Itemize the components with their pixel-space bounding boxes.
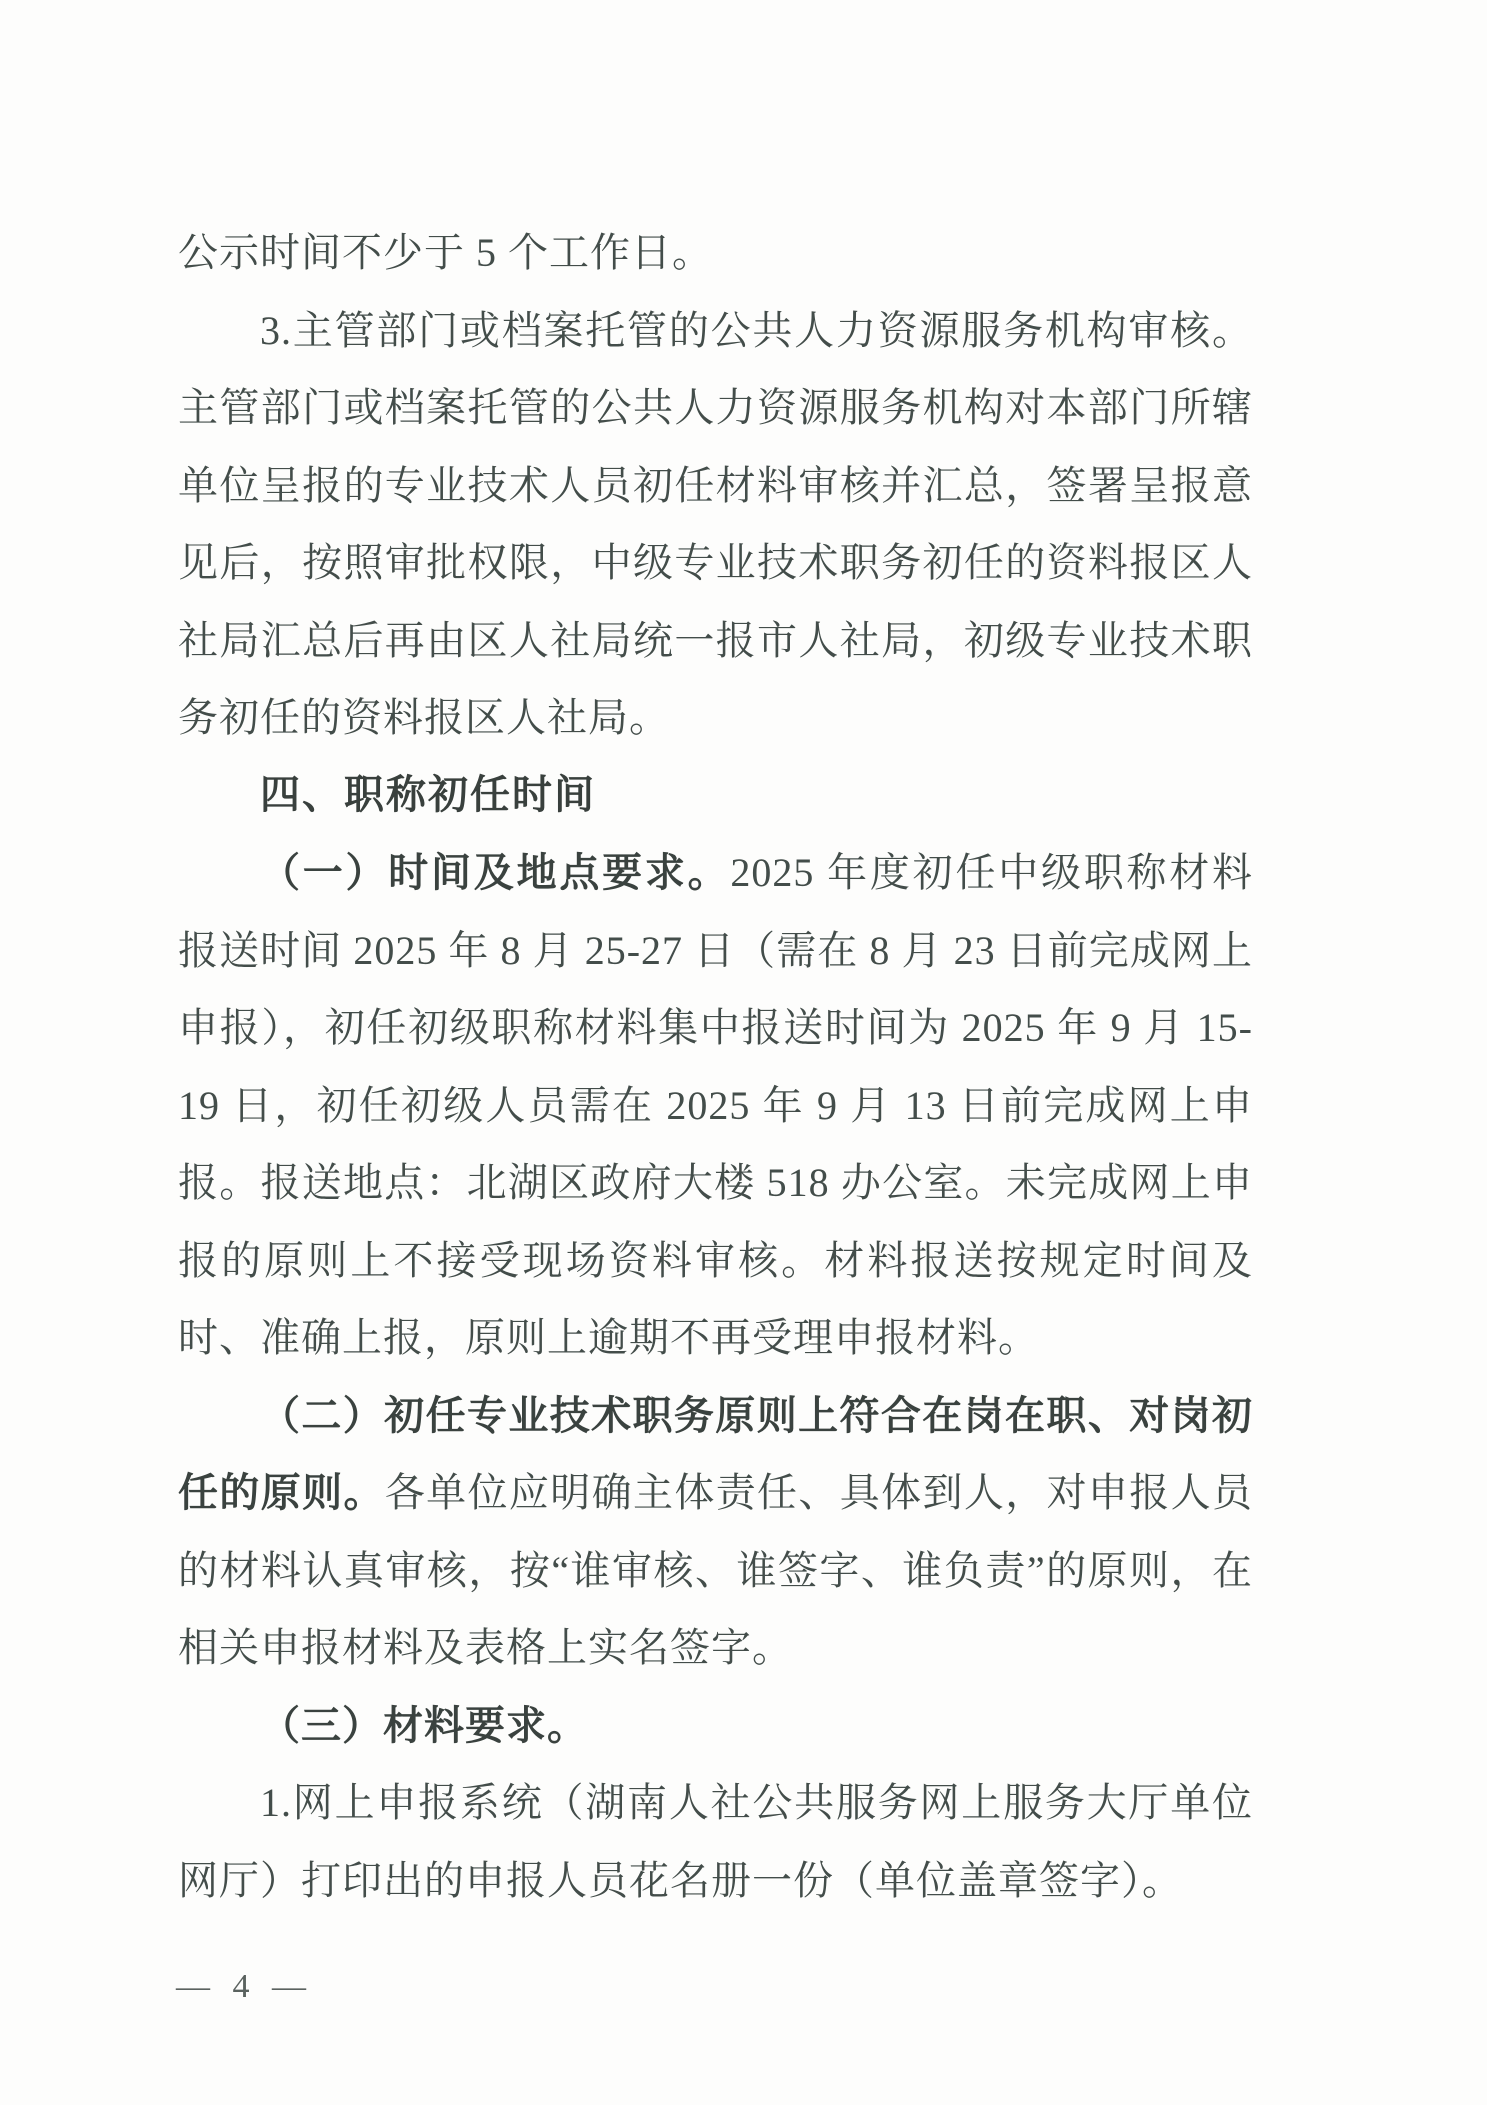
paragraph-lead-time-and-place: （一）时间及地点要求。: [260, 850, 731, 895]
paragraph-lead-principle: （二）初任专业技术职务原则上符合在岗在职、对岗初任的原则。: [178, 1392, 1253, 1515]
paragraph-time-and-place: [178, 834, 1253, 1377]
section-heading-appointment-time: 四、职称初任时间: [260, 772, 596, 817]
paragraph-body-time-and-place: 2025 年度初任中级职称材料报送时间 2025 年 8 月 25-27 日（需在 8 月 23 日前完成网上申报），初任初级职称材料集中报送时间为 2025 年 9 月 15-19 日，初任初级人员需在 2025 年 9 月 13 日前完成网上申报。报送地点：北湖区政府大楼 518 办公室。未完成网上申报的原则上不接受现场资料审核。材料报送按规定时间及时、准确上报，原则上逾期不再受理申报材料。: [178, 850, 1254, 1360]
paragraph-body-principle: 各单位应明确主体责任、具体到人，对申报人员的材料认真审核，按“谁审核、谁签字、谁负责”的原则，在相关申报材料及表格上实名签字。: [178, 1470, 1254, 1670]
page-number: — 4 —: [176, 1968, 308, 2005]
document-body: [178, 214, 1253, 1919]
paragraph-online-declaration: 1.网上申报系统（湖南人社公共服务网上服务大厅单位网厅）打印出的申报人员花名册一份（单位盖章签字）。: [178, 1780, 1253, 1903]
paragraph-principle: [178, 1377, 1253, 1687]
paragraph-material-requirements: [178, 1687, 1253, 1765]
paragraph-lead-material-requirements: （三）材料要求。: [260, 1702, 588, 1748]
paragraph-department-review: 3.主管部门或档案托管的公共人力资源服务机构审核。主管部门或档案托管的公共人力资源服务机构对本部门所辖单位呈报的专业技术人员初任材料审核并汇总，签署呈报意见后，按照审批权限，中级专业技术职务初任的资料报区人社局汇总后再由区人社局统一报市人社局，初级专业技术职务初任的资料报区人社局。: [178, 307, 1253, 740]
paragraph-publicity-period: 公示时间不少于 5 个工作日。: [178, 230, 713, 275]
